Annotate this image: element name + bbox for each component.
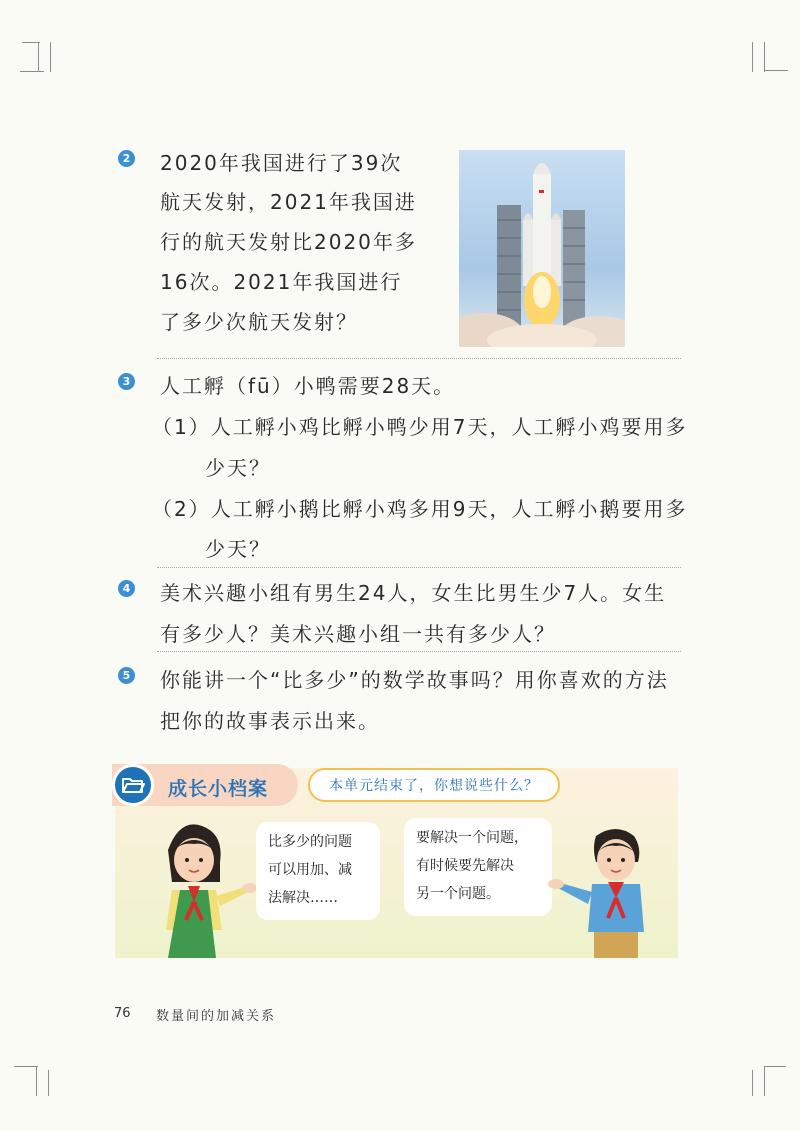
reflection-prompt: 本单元结束了，你想说些什么？: [308, 768, 560, 802]
problem-number-badge: 4: [118, 580, 135, 597]
problem-text-line: 行的航天发射比2020年多: [160, 230, 417, 254]
girl-speech-bubble: [256, 822, 380, 920]
crop-mark: [764, 70, 788, 71]
rocket-launch-photo: [459, 150, 625, 347]
crop-mark: [36, 1066, 37, 1096]
bubble-line: 要解决一个问题，: [416, 830, 528, 846]
crop-mark: [764, 42, 765, 72]
crop-mark: [752, 1070, 753, 1096]
crop-mark: [764, 1066, 786, 1067]
bubble-line: 可以用加、减: [268, 862, 352, 878]
problem-text-line: 有多少人？美术兴趣小组一共有多少人？: [160, 622, 556, 646]
crop-mark: [20, 71, 44, 72]
folder-icon: [112, 764, 154, 806]
sub-question-line: 少天？: [205, 537, 271, 561]
chapter-title: 数量间的加减关系: [156, 1009, 277, 1024]
crop-mark: [752, 42, 753, 72]
section-divider: [157, 358, 681, 359]
section-divider: [157, 651, 681, 652]
page-number: 76: [114, 1006, 131, 1021]
growth-archive-title: 成长小档案: [168, 778, 269, 800]
sub-question-line: （1）人工孵小鸡比孵小鸭少用7天，人工孵小鸡要用多: [152, 415, 688, 439]
problem-number-badge: 2: [118, 150, 135, 167]
problem-text-line: 16次。2021年我国进行: [160, 270, 403, 294]
crop-mark: [50, 42, 51, 72]
sub-question-line: 少天？: [205, 456, 271, 480]
boy-speech-bubble: [404, 818, 552, 916]
crop-mark: [48, 1070, 49, 1096]
section-divider: [157, 567, 681, 568]
problem-text-line: 美术兴趣小组有男生24人，女生比男生少7人。女生: [160, 581, 667, 605]
problem-text-line: 了多少次航天发射？: [160, 310, 358, 334]
problem-text-line: 航天发射，2021年我国进: [160, 190, 417, 214]
girl-illustration: [150, 820, 265, 958]
problem-text-line: 把你的故事表示出来。: [160, 709, 380, 733]
bubble-line: 另一个问题。: [416, 886, 500, 902]
crop-mark: [14, 1066, 38, 1067]
problem-text-line: 你能讲一个“比多少”的数学故事吗？用你喜欢的方法: [160, 668, 669, 692]
crop-mark: [38, 42, 39, 72]
crop-mark: [764, 1066, 765, 1096]
boy-illustration: [544, 822, 664, 958]
bubble-line: 法解决……: [268, 890, 338, 906]
problem-number-badge: 5: [118, 667, 135, 684]
sub-question-line: （2）人工孵小鹅比孵小鸡多用9天，人工孵小鹅要用多: [152, 497, 688, 521]
problem-number-badge: 3: [118, 373, 135, 390]
bubble-line: 比多少的问题: [268, 834, 352, 850]
problem-text-line: 2020年我国进行了39次: [160, 151, 403, 175]
bubble-line: 有时候要先解决: [416, 858, 514, 874]
problem-text-line: 人工孵（fū）小鸭需要28天。: [160, 374, 456, 398]
